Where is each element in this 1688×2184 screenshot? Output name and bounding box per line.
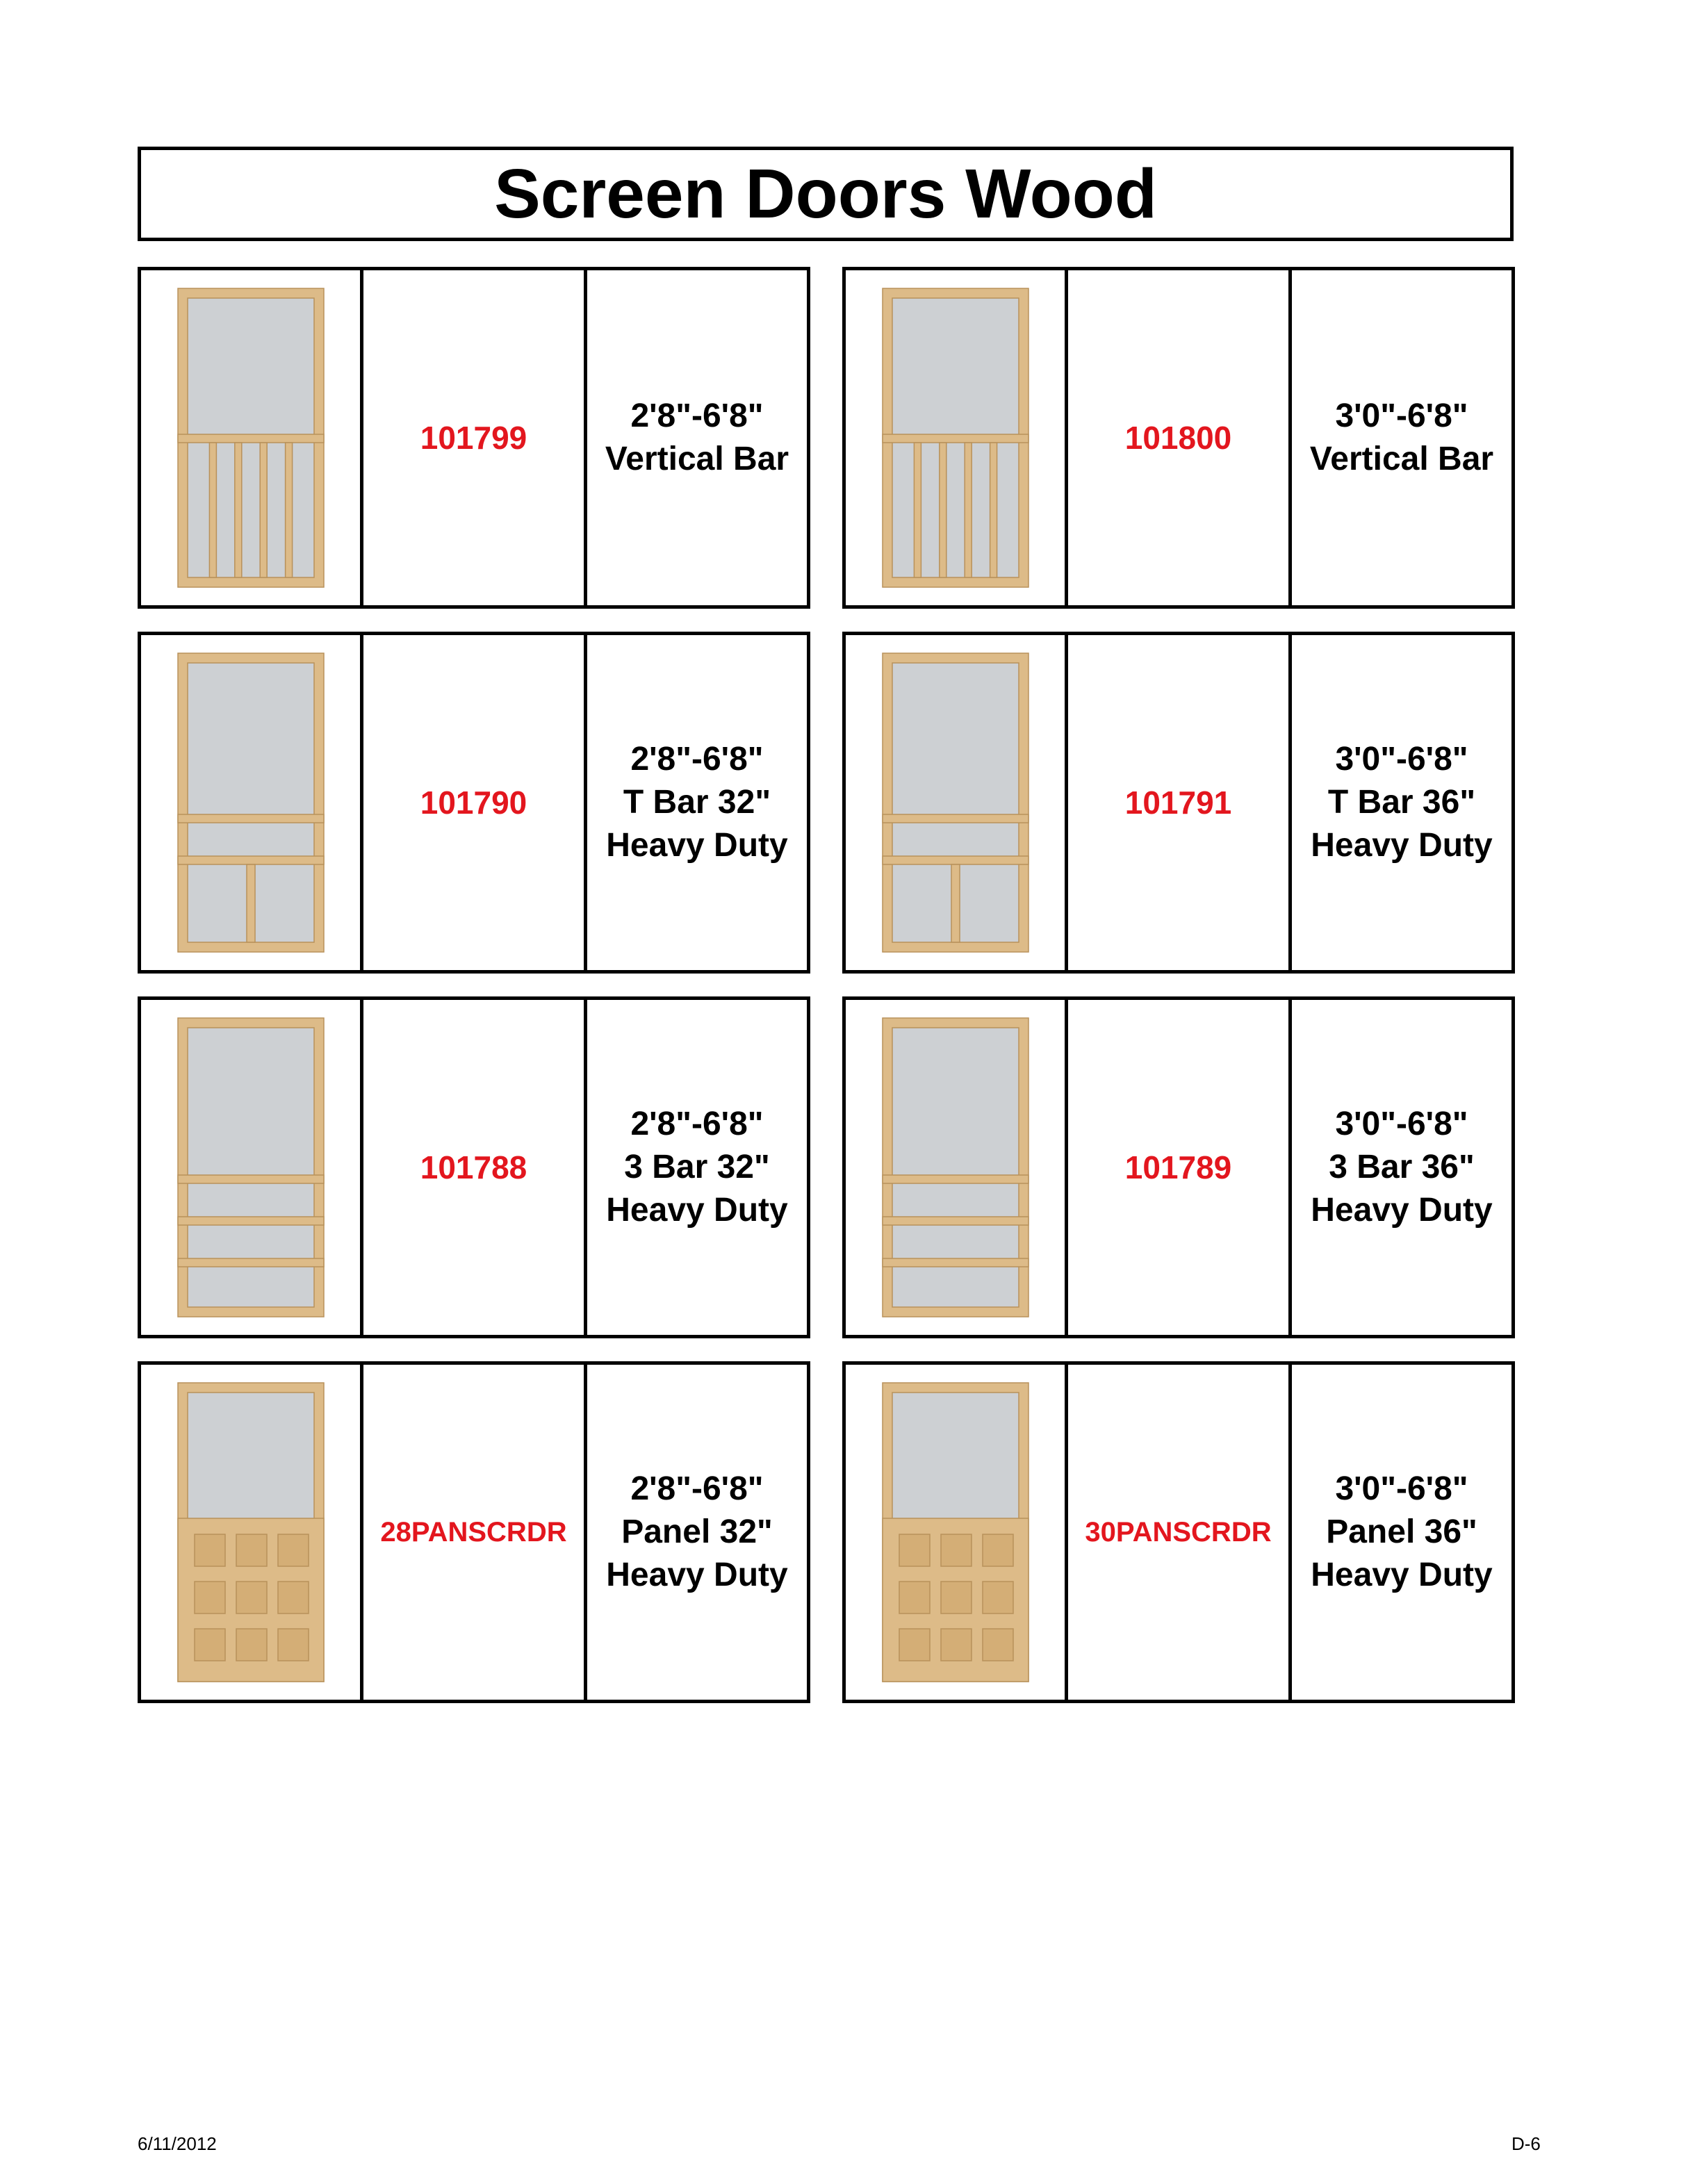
product-size: 2'8"-6'8" (630, 741, 764, 778)
door-raised-panel (983, 1534, 1013, 1566)
door-raised-panel (899, 1534, 930, 1566)
product-card (138, 996, 810, 1338)
product-size: 2'8"-6'8" (630, 397, 764, 434)
door-raised-panel (899, 1582, 930, 1614)
product-code: 28PANSCRDR (380, 1516, 567, 1547)
door-raised-panel (983, 1629, 1013, 1661)
door-raised-panel (236, 1629, 267, 1661)
page-title: Screen Doors Wood (494, 155, 1157, 233)
product-style: Vertical Bar (605, 441, 789, 477)
product-grade: Heavy Duty (1311, 1192, 1493, 1229)
screen-door-vertical-bar-image (167, 278, 334, 598)
product-image-cell (141, 270, 363, 605)
footer-page-number: D-6 (1511, 2133, 1541, 2154)
product-grade: Heavy Duty (1311, 827, 1493, 864)
door-raised-panel (278, 1582, 309, 1614)
product-image-cell (141, 1365, 363, 1700)
screen-door-three-bar-image (167, 1008, 334, 1327)
product-image-cell (846, 635, 1068, 970)
product-description (606, 1468, 787, 1597)
product-description-cell (1292, 635, 1511, 970)
door-rail (178, 814, 324, 823)
product-size: 3'0"-6'8" (1335, 1470, 1468, 1507)
screen-door-panel-image (872, 1372, 1039, 1692)
door-raised-panel (195, 1629, 225, 1661)
product-description (1311, 738, 1492, 867)
product-image-cell (141, 1000, 363, 1335)
door-raised-panel (195, 1582, 225, 1614)
door-rail (178, 856, 324, 864)
door-rail (178, 1217, 324, 1225)
product-description-cell (587, 635, 807, 970)
product-card (138, 267, 810, 609)
screen-door-vertical-bar-image (872, 278, 1039, 598)
product-code-cell (1068, 635, 1292, 970)
door-rail (883, 814, 1029, 823)
footer-date: 6/11/2012 (138, 2133, 217, 2154)
door-rail (883, 1258, 1029, 1267)
product-code: 101799 (420, 420, 527, 456)
door-raised-panel (941, 1534, 972, 1566)
door-raised-panel (899, 1629, 930, 1661)
product-size: 3'0"-6'8" (1335, 741, 1468, 778)
product-description-cell (587, 270, 807, 605)
product-card (138, 1361, 810, 1703)
product-description (1311, 1468, 1492, 1597)
product-card (842, 632, 1515, 974)
product-code-cell (363, 1365, 587, 1700)
product-code: 101800 (1124, 420, 1232, 456)
door-bar (990, 443, 997, 577)
product-style: Panel 32" (621, 1513, 773, 1550)
product-code-cell (363, 270, 587, 605)
product-grade: Heavy Duty (1311, 1557, 1493, 1593)
screen-door-t-bar-image (167, 643, 334, 962)
product-style: Vertical Bar (1309, 441, 1494, 477)
door-rail (178, 1175, 324, 1183)
product-code-cell (363, 1000, 587, 1335)
door-bar (939, 443, 946, 577)
door-bar (951, 864, 960, 942)
product-style: Panel 36" (1326, 1513, 1477, 1550)
product-code-cell (363, 635, 587, 970)
door-rail (883, 1175, 1029, 1183)
door-rail (178, 434, 324, 443)
door-rail (883, 856, 1029, 864)
product-style: 3 Bar 32" (624, 1149, 770, 1185)
product-code: 101788 (420, 1149, 527, 1185)
product-description (606, 1103, 787, 1232)
door-bar (209, 443, 216, 577)
door-bar (965, 443, 972, 577)
product-description (1311, 1103, 1492, 1232)
door-bar (914, 443, 921, 577)
product-image-cell (846, 1000, 1068, 1335)
door-bar (234, 443, 241, 577)
door-raised-panel (278, 1629, 309, 1661)
door-bar (247, 864, 255, 942)
door-rail (178, 1258, 324, 1267)
product-grade: Heavy Duty (606, 827, 788, 864)
product-code-cell (1068, 270, 1292, 605)
door-raised-panel (195, 1534, 225, 1566)
screen-door-panel-image (167, 1372, 334, 1692)
product-description-cell (1292, 1365, 1511, 1700)
product-description-cell (587, 1365, 807, 1700)
product-description-cell (587, 1000, 807, 1335)
product-description (606, 738, 787, 867)
screen-door-three-bar-image (872, 1008, 1039, 1327)
product-description-cell (1292, 270, 1511, 605)
product-description (605, 395, 789, 481)
product-code: 101791 (1124, 785, 1232, 821)
product-code: 101789 (1124, 1149, 1232, 1185)
product-style: T Bar 36" (1327, 784, 1476, 821)
page-title-box (138, 147, 1514, 241)
product-code: 30PANSCRDR (1085, 1516, 1272, 1547)
door-raised-panel (236, 1582, 267, 1614)
product-size: 3'0"-6'8" (1335, 397, 1468, 434)
product-style: 3 Bar 36" (1329, 1149, 1475, 1185)
product-card (842, 996, 1515, 1338)
product-card (842, 267, 1515, 609)
product-image-cell (846, 270, 1068, 605)
door-rail (883, 434, 1029, 443)
product-grade: Heavy Duty (606, 1192, 788, 1229)
product-style: T Bar 32" (623, 784, 771, 821)
door-rail (883, 1217, 1029, 1225)
door-bar (260, 443, 267, 577)
door-raised-panel (278, 1534, 309, 1566)
product-card (842, 1361, 1515, 1703)
product-image-cell (846, 1365, 1068, 1700)
door-raised-panel (236, 1534, 267, 1566)
door-raised-panel (941, 1629, 972, 1661)
product-card (138, 632, 810, 974)
product-description (1310, 395, 1493, 481)
door-bar (285, 443, 292, 577)
product-grade: Heavy Duty (606, 1557, 788, 1593)
product-image-cell (141, 635, 363, 970)
screen-door-t-bar-image (872, 643, 1039, 962)
product-code-cell (1068, 1365, 1292, 1700)
product-code: 101790 (420, 785, 527, 821)
product-size: 2'8"-6'8" (630, 1106, 764, 1142)
product-description-cell (1292, 1000, 1511, 1335)
product-size: 3'0"-6'8" (1335, 1106, 1468, 1142)
product-size: 2'8"-6'8" (630, 1470, 764, 1507)
door-raised-panel (983, 1582, 1013, 1614)
door-raised-panel (941, 1582, 972, 1614)
product-code-cell (1068, 1000, 1292, 1335)
